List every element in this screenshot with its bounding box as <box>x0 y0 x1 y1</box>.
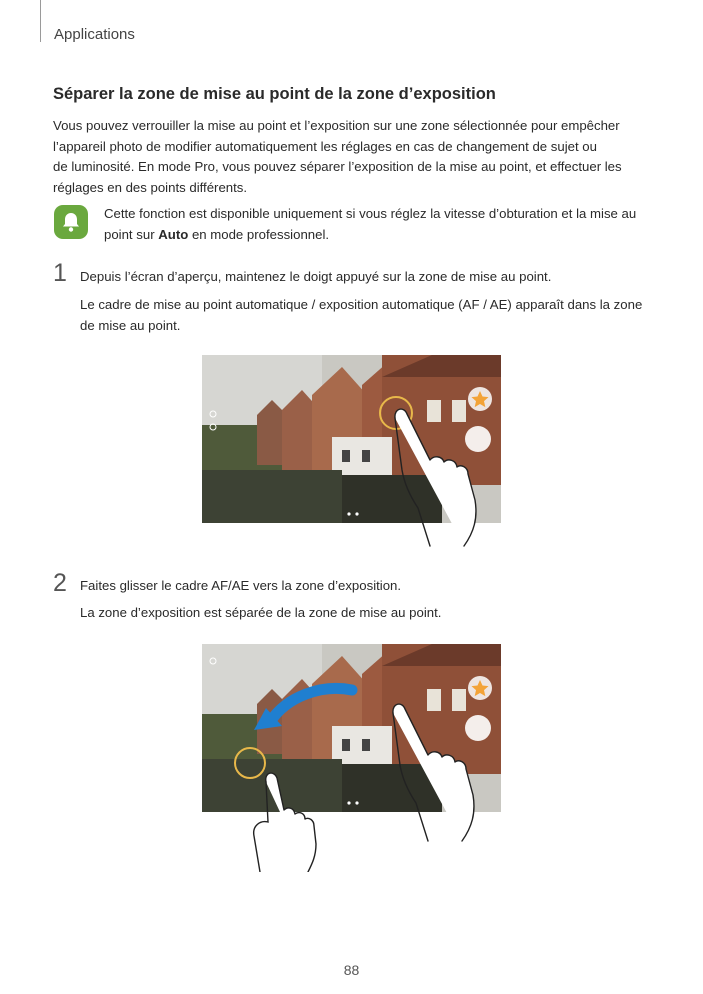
intro-line: Vous pouvez verrouiller la mise au point et l’exposition sur une zone sélectionnée pour empêcher <box>53 118 620 133</box>
header-rule <box>40 0 41 42</box>
section-header: Applications <box>54 26 135 43</box>
note-text-before: Cette fonction est disponible uniquement si vous réglez la vitesse d’obturation et la mise au point sur <box>104 206 637 242</box>
step-desc-line: de mise au point. <box>80 317 181 333</box>
step-instruction: Faites glisser le cadre AF/AE vers la zone d’exposition. <box>80 578 402 593</box>
step-desc-line: Le cadre de mise au point automatique / exposition automatique (AF / AE) apparaît dans la zone <box>80 297 643 312</box>
bell-icon <box>54 205 88 239</box>
step-number: 2 <box>53 569 67 597</box>
note-text-after: en mode professionnel. <box>188 226 330 242</box>
intro-line: l’appareil photo de modifier automatiquement les réglages en cas de changement de sujet ou <box>53 138 597 154</box>
intro-line: réglages en des points différents. <box>53 179 248 195</box>
finger-icon <box>390 400 490 550</box>
step-description: La zone d’exposition est séparée de la zone de mise au point. <box>80 605 442 620</box>
page-number: 88 <box>343 962 360 978</box>
step-instruction: Depuis l’écran d’aperçu, maintenez le doigt appuyé sur la zone de mise au point. <box>80 269 552 284</box>
note-bold: Auto <box>158 226 189 242</box>
finger-icon <box>244 762 324 872</box>
step-number: 1 <box>53 259 67 287</box>
section-title: Séparer la zone de mise au point de la zone d’exposition <box>53 85 496 103</box>
step-description <box>80 295 660 336</box>
intro-line: de luminosité. En mode Pro, vous pouvez séparer l’exposition de la mise au point, et effectuer les <box>53 159 622 174</box>
note-text <box>104 204 664 245</box>
intro-paragraph <box>53 116 653 198</box>
finger-icon <box>388 695 488 845</box>
